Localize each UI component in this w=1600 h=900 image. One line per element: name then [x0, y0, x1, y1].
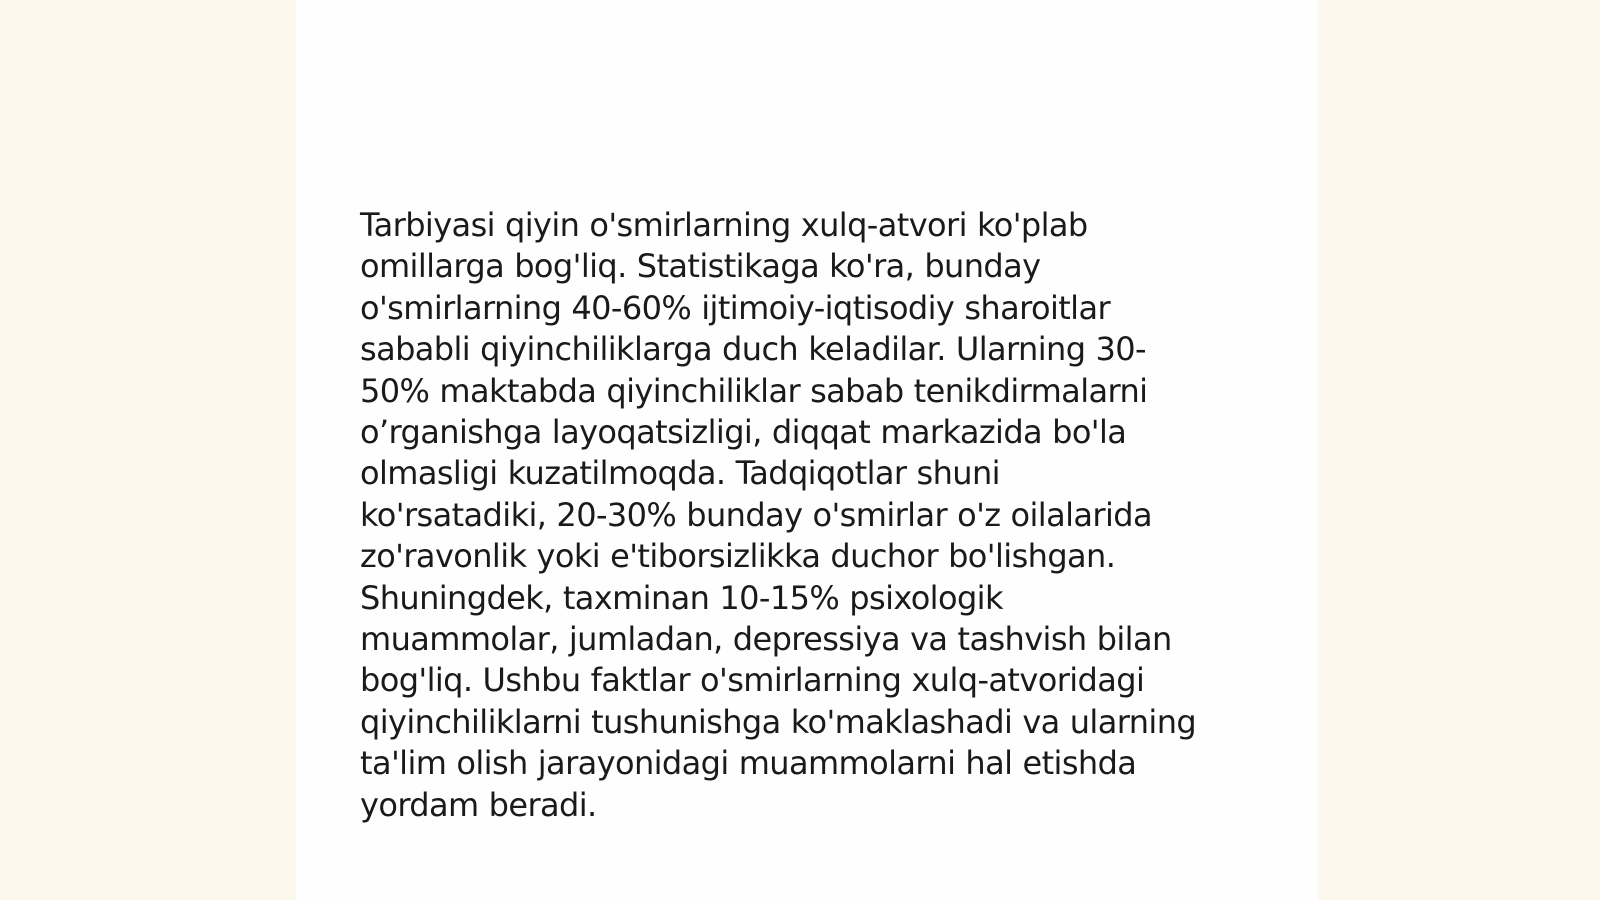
text-line: muammolar, jumladan, depressiya va tashvish bilan — [360, 620, 1172, 659]
text-line: zo'ravonlik yoki e'tiborsizlikka duchor bo'lishgan. — [360, 537, 1116, 576]
text-line: olmasligi kuzatilmoqda. Tadqiqotlar shuni — [360, 454, 1000, 493]
text-line: Tarbiyasi qiyin o'smirlarning xulq-atvori ko'plab — [360, 206, 1088, 244]
text-line: bog'liq. Ushbu faktlar o'smirlarning xulq-atvoridagi — [360, 661, 1145, 700]
text-line: omillarga bog'liq. Statistikaga ko'ra, bunday — [360, 247, 1041, 286]
slide-page — [296, 0, 1318, 900]
body-paragraph — [360, 205, 1260, 826]
text-line: o'smirlarning 40-60% ijtimoiy-iqtisodiy sharoitlar — [360, 288, 1111, 327]
text-line: yordam beradi. — [360, 785, 597, 824]
text-line: qiyinchiliklarni tushunishga ko'maklashadi va ularning — [360, 702, 1197, 741]
text-line: Shuningdek, taxminan 10-15% psixologik — [360, 578, 1003, 617]
text-line: ta'lim olish jarayonidagi muammolarni hal etishda — [360, 744, 1137, 783]
text-line: ko'rsatadiki, 20-30% bunday o'smirlar o'z oilalarida — [360, 495, 1152, 534]
text-line: 50% maktabda qiyinchiliklar sabab tenikdirmalarni — [360, 371, 1148, 410]
text-line: sababli qiyinchiliklarga duch keladilar. Ularning 30- — [360, 330, 1146, 369]
text-line: o’rganishga layoqatsizligi, diqqat markazida bo'la — [360, 413, 1127, 452]
